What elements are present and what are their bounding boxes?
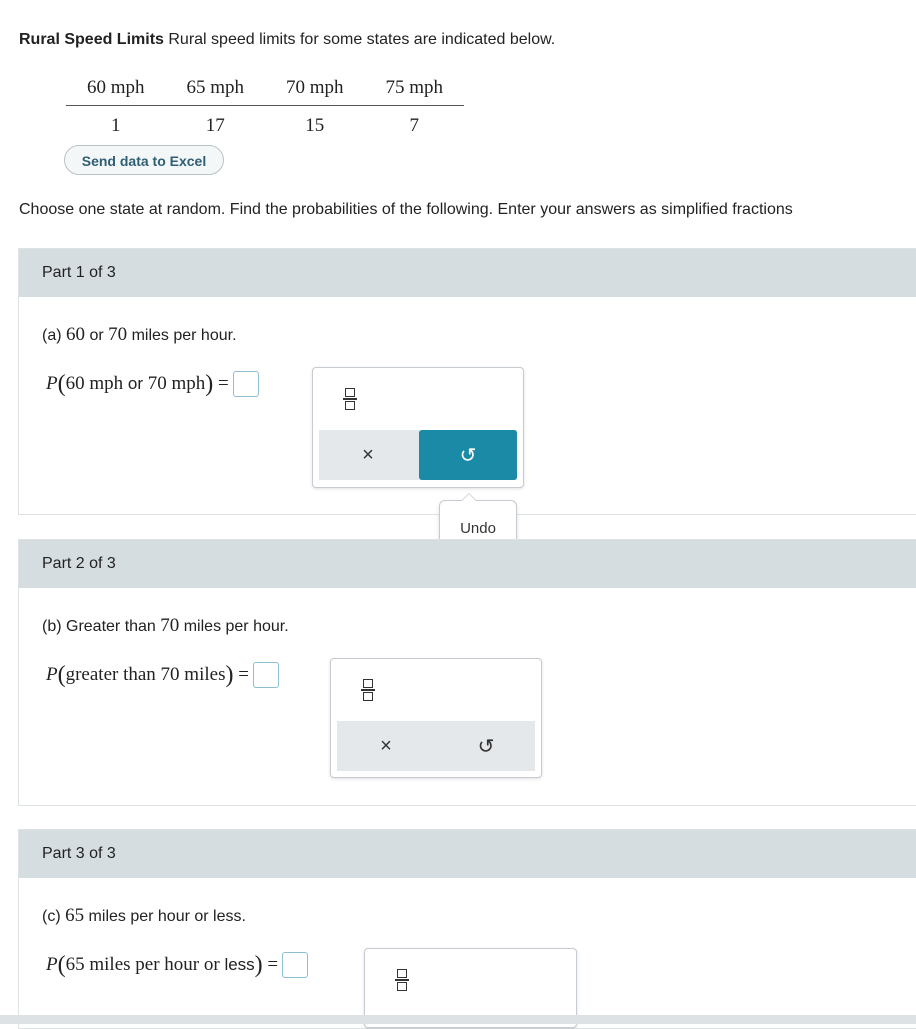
clear-button[interactable]: × bbox=[362, 443, 374, 466]
table-cell: 17 bbox=[205, 115, 225, 136]
fraction-icon[interactable] bbox=[395, 966, 411, 996]
table-cell: 15 bbox=[305, 115, 325, 136]
part-1-question: (a) 60 or 70 miles per hour. bbox=[42, 324, 237, 345]
table-header: 60 mph bbox=[66, 70, 166, 106]
part-2-math-palette bbox=[330, 658, 542, 778]
part-1-header: Part 1 of 3 bbox=[19, 249, 916, 297]
part-3-header: Part 3 of 3 bbox=[19, 830, 916, 878]
part-2-expression: P ( greater than 70 miles ) = bbox=[46, 662, 279, 688]
problem-text: Rural speed limits for some states are indicated below. bbox=[168, 31, 556, 48]
part-1-expression: P ( 60 mph or 70 mph ) = bbox=[46, 371, 259, 397]
part-3-expression: P ( 65 miles per hour or less ) = bbox=[46, 952, 308, 978]
undo-tooltip: Undo bbox=[439, 500, 517, 558]
clear-button[interactable]: × bbox=[380, 734, 392, 757]
fraction-icon[interactable] bbox=[343, 385, 359, 415]
table-cell: 7 bbox=[409, 115, 419, 136]
palette-action-row bbox=[337, 721, 535, 771]
part-2-answer-input[interactable] bbox=[253, 662, 279, 688]
instructions: Choose one state at random. Find the probabilities of the following. Enter your answers as simplified fractions bbox=[19, 201, 793, 218]
bottom-bar bbox=[0, 1015, 916, 1024]
table-header: 75 mph bbox=[365, 70, 465, 106]
table-cell: 1 bbox=[111, 115, 121, 136]
undo-button[interactable]: ↺ bbox=[477, 735, 495, 758]
table-header: 65 mph bbox=[166, 70, 266, 106]
part-3-question: (c) 65 miles per hour or less. bbox=[42, 905, 246, 926]
part-2-question: (b) Greater than 70 miles per hour. bbox=[42, 615, 289, 636]
problem-title: Rural Speed Limits bbox=[19, 31, 164, 48]
part-3-answer-input[interactable] bbox=[282, 952, 308, 978]
palette-action-row bbox=[319, 430, 517, 480]
speed-limit-table bbox=[66, 70, 464, 146]
part-2-header: Part 2 of 3 bbox=[19, 540, 916, 588]
send-to-excel-button[interactable]: Send data to Excel bbox=[64, 145, 224, 175]
fraction-icon[interactable] bbox=[361, 676, 377, 706]
table-header: 70 mph bbox=[265, 70, 365, 106]
part-1-math-palette bbox=[312, 367, 524, 488]
undo-button[interactable]: ↺ bbox=[419, 430, 517, 480]
problem-intro bbox=[19, 31, 555, 49]
part-1-answer-input[interactable] bbox=[233, 371, 259, 397]
